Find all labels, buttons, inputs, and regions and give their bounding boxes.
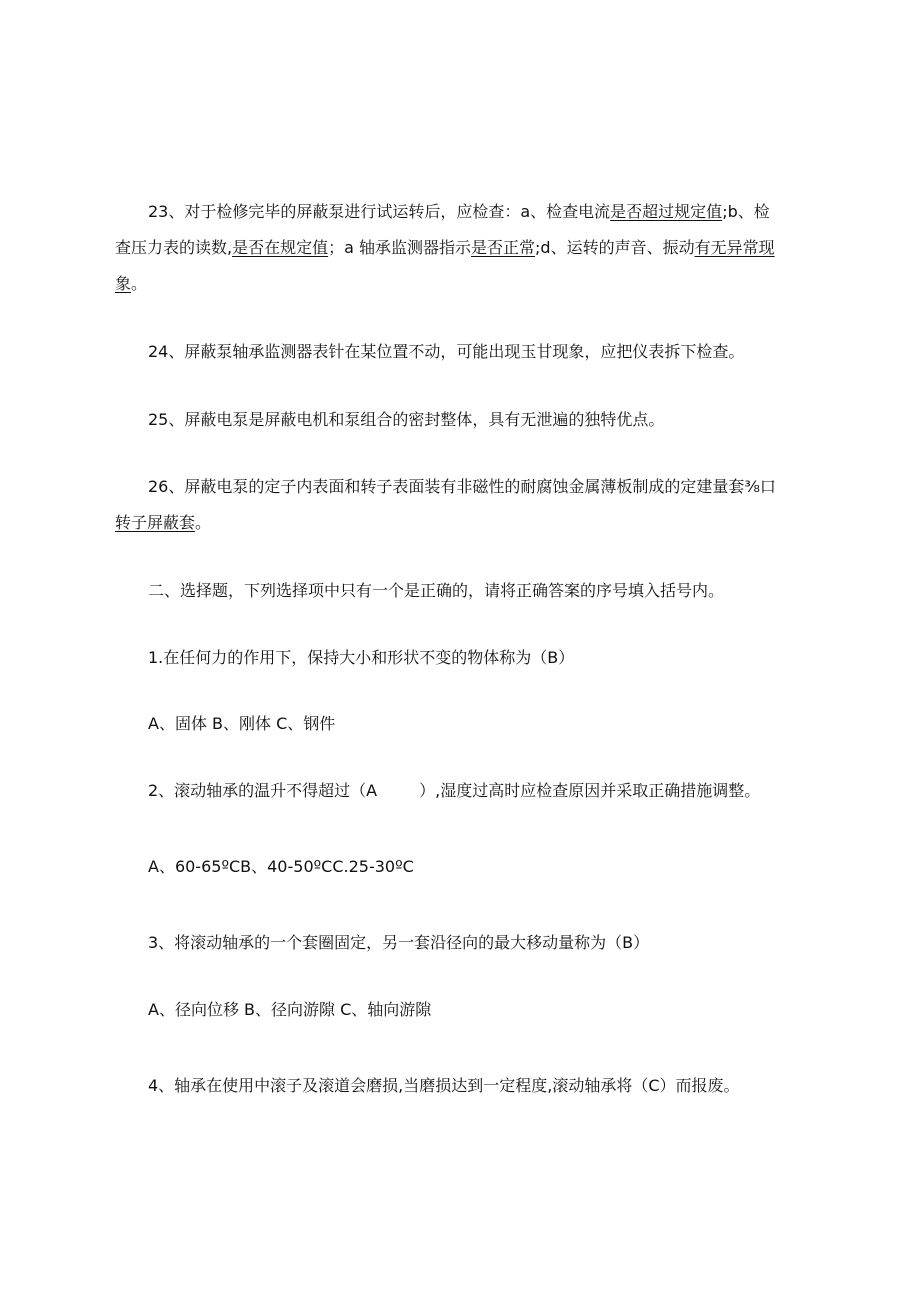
q23-text-1b: ;b、检 — [722, 202, 770, 221]
q26-line-1: 26、屏蔽电泵的定子内表面和转子表面装有非磁性的耐腐蚀金属薄板制成的定建量套⅜口 — [148, 477, 776, 496]
q23-line-3 — [115, 272, 147, 296]
q23-answer-2: 是否在规定值 — [232, 238, 329, 257]
q23-text-2b: ；a 轴承监测器指示 — [328, 238, 472, 257]
q23-line-1 — [148, 200, 770, 224]
q23-answer-1: 是否超过规定值 — [610, 202, 723, 221]
q23-answer-4: 有无异常现 — [694, 238, 775, 257]
q23-answer-4-cont: 象 — [115, 274, 132, 293]
q25-line: 25、屏蔽电泵是屏蔽电机和泵组合的密封整体，具有无泄遍的独特优点。 — [148, 410, 665, 429]
q23-text-2c: ;d、运转的声音、振动 — [535, 238, 695, 257]
mc-q3-options: A、径向位移 B、径向游隙 C、轴向游隙 — [148, 1000, 432, 1019]
q24-line: 24、屏蔽泵轴承监测器表针在某位置不动，可能出现玉甘现象，应把仪表拆下检查。 — [148, 342, 745, 361]
mc-q1: 1.在任何力的作用下，保持大小和形状不变的物体称为（B） — [148, 648, 575, 667]
section-heading: 二、选择题，下列选择项中只有一个是正确的，请将正确答案的序号填入括号内。 — [148, 581, 725, 600]
q23-answer-3: 是否正常 — [471, 238, 536, 257]
q26-line-2 — [115, 511, 211, 535]
q26-answer: 转子屏蔽套 — [115, 513, 196, 532]
mc-q2-options: A、60-65ºCB、40-50ºCC.25-30ºC — [148, 857, 414, 876]
mc-q4: 4、轴承在使用中滚子及滚道会磨损,当磨损达到一定程度,滚动轴承将（C）而报废。 — [148, 1076, 740, 1095]
q23-line-2 — [115, 236, 775, 260]
q23-text-1a: 23、对于检修完毕的屏蔽泵进行试运转后，应检查：a、检查电流 — [148, 202, 611, 221]
mc-q3: 3、将滚动轴承的一个套圈固定，另一套沿径向的最大移动量称为（B） — [148, 933, 650, 952]
mc-q2-text-a: 2、滚动轴承的温升不得超过（A — [148, 781, 378, 800]
mc-q2 — [148, 779, 760, 803]
q23-text-3-end: 。 — [131, 274, 148, 293]
q26-text-end: 。 — [195, 513, 212, 532]
mc-q1-options: A、固体 B、刚体 C、钢件 — [148, 714, 336, 733]
mc-q2-text-b: ）,湿度过高时应检查原因并采取正确措施调整。 — [419, 781, 761, 800]
q23-text-2a: 查压力表的读数, — [115, 238, 233, 257]
